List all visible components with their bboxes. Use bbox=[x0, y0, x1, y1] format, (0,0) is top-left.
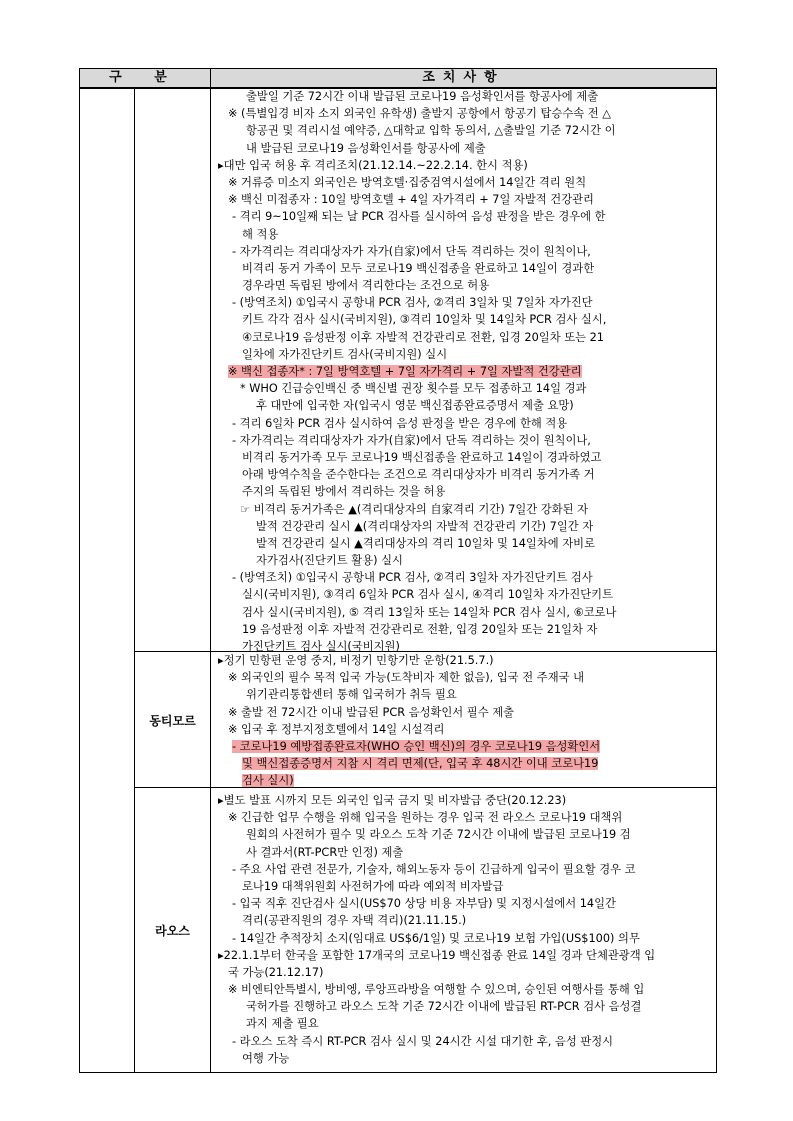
highlight: 검사 실시) bbox=[242, 774, 294, 788]
text-line: * WHO 긴급승인백신 중 백신별 권장 횟수를 모두 접종하고 14일 경과 bbox=[240, 382, 587, 396]
country-name-east-timor: 동티모르 bbox=[149, 714, 196, 728]
highlight: - 코로나19 예방접종완료자(WHO 승인 백신)의 경우 코로나19 음성확인서 bbox=[232, 739, 601, 753]
text-line: 국 가능(21.12.17) bbox=[228, 965, 324, 979]
text-line: 내 발급된 코로나19 음성확인서를 항공사에 제출 bbox=[246, 141, 486, 155]
text-line: - (방역조치) ①입국시 공항내 PCR 검사, ②격리 3일차 및 7일차 자가진단 bbox=[232, 296, 593, 310]
text-line: 여행 가능 bbox=[242, 1051, 290, 1065]
text-line: 비격리 동거 가족이 모두 코로나19 백신접종을 완료하고 14일이 경과한 bbox=[242, 261, 595, 275]
text-line: - (방역조치) ①입국시 공항내 PCR 검사, ②격리 3일차 자가진단키트 검사 bbox=[232, 571, 593, 585]
text-line: - 자가격리는 격리대상자가 자가(自家)에서 단독 격리하는 것이 원칙이나, bbox=[232, 433, 591, 447]
highlighted-line bbox=[218, 363, 710, 380]
highlighted-line bbox=[218, 755, 710, 772]
header-category: 구 분 bbox=[80, 69, 211, 87]
taiwan-measures bbox=[218, 88, 710, 655]
text-line: - 주요 사업 관련 전문가, 기술자, 해외노동자 등이 긴급하게 입국이 필요할 경우 코 bbox=[232, 862, 636, 876]
text-line: 사 결과서(RT-PCR만 인정) 제출 bbox=[246, 845, 404, 859]
region-column bbox=[80, 89, 135, 1072]
text-line: 원회의 사전허가 필수 및 라오스 도착 기준 72시간 이내에 발급된 코로나19 검 bbox=[246, 828, 631, 842]
text-line: 국허가를 진행하고 라오스 도착 기준 72시간 이내에 발급된 RT-PCR 검사 음성결 bbox=[246, 1000, 642, 1014]
text-line: ▸22.1.1부터 한국을 포함한 17개국의 코로나19 백신접종 완료 14일 경과 단체관광객 입 bbox=[218, 948, 656, 962]
measures-table bbox=[79, 68, 717, 1073]
text-line: 해 적용 bbox=[242, 227, 279, 241]
text-line: 아래 방역수칙을 준수한다는 조건으로 격리대상자가 비격리 동거가족 거 bbox=[242, 468, 595, 482]
text-line: - 격리 9~10일째 되는 날 PCR 검사를 실시하여 음성 판정을 받은 경우에 한 bbox=[232, 210, 606, 224]
text-line: 출발일 기준 72시간 이내 발급된 코로나19 음성확인서를 항공사에 제출 bbox=[246, 90, 599, 103]
text-line: ※ 출발 전 72시간 이내 발급된 PCR 음성확인서 필수 제출 bbox=[228, 705, 515, 719]
text-line: ※ (특별입경 비자 소지 외국인 유학생) 출발지 공항에서 항공기 탑승수속 전 △ bbox=[228, 107, 611, 121]
text-line: ▸대만 입국 허용 후 격리조치(21.12.14.~22.2.14. 한시 적용) bbox=[218, 158, 528, 172]
text-line: ※ 거류증 미소지 외국인은 방역호텔·집중검역시설에서 14일간 격리 원칙 bbox=[228, 175, 587, 189]
text-line: - 격리 6일차 PCR 검사 실시하여 음성 판정을 받은 경우에 한해 적용 bbox=[232, 416, 568, 430]
text-line: 검사 실시(국비지원), ⑤ 격리 13일차 또는 14일차 PCR 검사 실시, ⑥코로나 bbox=[242, 605, 617, 619]
text-line: 19 음성판정 이후 자발적 건강관리로 전환, 입경 20일차 또는 21일차 자 bbox=[242, 622, 598, 636]
text-line: ☞ 비격리 동거가족은 ▲(격리대상자의 自家격리 기간) 7일간 강화된 자 bbox=[240, 502, 589, 516]
text-line: 일차에 자가진단키트 검사(국비지원) 실시 bbox=[242, 347, 448, 361]
text-line: ※ 외국인의 필수 목적 입국 가능(도착비자 제한 없음), 입국 전 주재국 내 bbox=[228, 671, 585, 685]
text-line: 항공권 및 격리시설 예약증, △대학교 입학 동의서, △출발일 기준 72시간 이 bbox=[246, 124, 616, 138]
text-line: ▸정기 민항편 운영 중지, 비정기 민항기만 운항(21.5.7.) bbox=[218, 654, 494, 667]
text-line: 비격리 동거가족 모두 코로나19 백신접종을 완료하고 14일이 경과하였고 bbox=[242, 450, 602, 464]
text-line: 후 대만에 입국한 자(입국시 영문 백신접종완료증명서 제출 요망) bbox=[256, 399, 574, 413]
text-line: ※ 백신 미접종자 : 10일 방역호텔 + 4일 자가격리 + 7일 자발적 건강관리 bbox=[228, 193, 594, 207]
text-line: ▸별도 발표 시까지 모든 외국인 입국 금지 및 비자발급 중단(20.12.23) bbox=[218, 794, 567, 807]
highlight: 및 백신접종증명서 지참 시 격리 면제(단, 입국 후 48시간 이내 코로나19 bbox=[242, 757, 599, 771]
east-timor-measures bbox=[218, 652, 710, 790]
text-line: ※ 입국 후 정부지정호텔에서 14일 시설격리 bbox=[228, 722, 445, 736]
text-line: 발적 건강관리 실시 ▲격리대상자의 격리 10일차 및 14일차에 자비로 bbox=[256, 536, 595, 550]
text-line: 키트 각각 검사 실시(국비지원), ③격리 10일차 및 14일차 PCR 검사 실시, bbox=[242, 313, 607, 327]
laos-measures bbox=[218, 792, 710, 1067]
text-line: ④코로나19 음성판정 이후 자발적 건강관리로 전환, 입경 20일차 또는 21 bbox=[242, 330, 604, 344]
highlighted-line bbox=[218, 738, 710, 755]
text-line: 가진단키트 검사 실시(국비지원) bbox=[242, 640, 400, 653]
text-line: 주지의 독립된 방에서 격리하는 것을 허용 bbox=[242, 485, 446, 499]
text-line: 실시(국비지원), ③격리 6일차 PCR 검사 실시, ④격리 10일차 자가진단키트 bbox=[242, 588, 614, 602]
highlight: ※ 백신 접종자* : 7일 방역호텔 + 7일 자가격리 + 7일 자발적 건강관리 bbox=[228, 365, 582, 378]
highlighted-line bbox=[218, 772, 710, 789]
text-line: - 입국 직후 진단검사 실시(US$70 상당 비용 자부담) 및 지정시설에서 14일간 bbox=[232, 897, 616, 911]
text-line: 격리(공관직원의 경우 자택 격리)(21.11.15.) bbox=[242, 914, 467, 928]
text-line: 과지 제출 필요 bbox=[246, 1017, 319, 1031]
header-measures: 조치사항 bbox=[422, 70, 505, 85]
text-line: ※ 비엔티안특별시, 방비엥, 루앙프라방을 여행할 수 있으며, 승인된 여행사를 통해 입 bbox=[228, 983, 645, 997]
text-line: ※ 긴급한 업무 수행을 위해 입국을 원하는 경우 입국 전 라오스 코로나19 대책위 bbox=[228, 811, 623, 825]
text-line: 로나19 대책위원회 사전허가에 따라 예외적 비자발급 bbox=[242, 879, 504, 893]
text-line: - 14일간 추적장치 소지(임대료 US$6/1일) 및 코로나19 보험 가입(US$100) 의무 bbox=[232, 931, 640, 945]
text-line: - 라오스 도착 즉시 RT-PCR 검사 실시 및 24시간 시설 대기한 후, 음성 판정시 bbox=[232, 1034, 614, 1048]
text-line: 위기관리통합센터 통해 입국허가 취득 필요 bbox=[246, 688, 457, 702]
text-line: 자가검사(진단키트 활용) 실시 bbox=[256, 554, 403, 568]
text-line: - 자가격리는 격리대상자가 자가(自家)에서 단독 격리하는 것이 원칙이나, bbox=[232, 244, 591, 258]
column-divider bbox=[210, 89, 211, 1072]
country-name-laos: 라오스 bbox=[155, 924, 190, 938]
table-header bbox=[80, 69, 716, 89]
text-line: 경우라면 독립된 방에서 격리한다는 조건으로 허용 bbox=[242, 279, 490, 293]
text-line: 발적 건강관리 실시 ▲(격리대상자의 자발적 건강관리 기간) 7일간 자 bbox=[256, 519, 594, 533]
